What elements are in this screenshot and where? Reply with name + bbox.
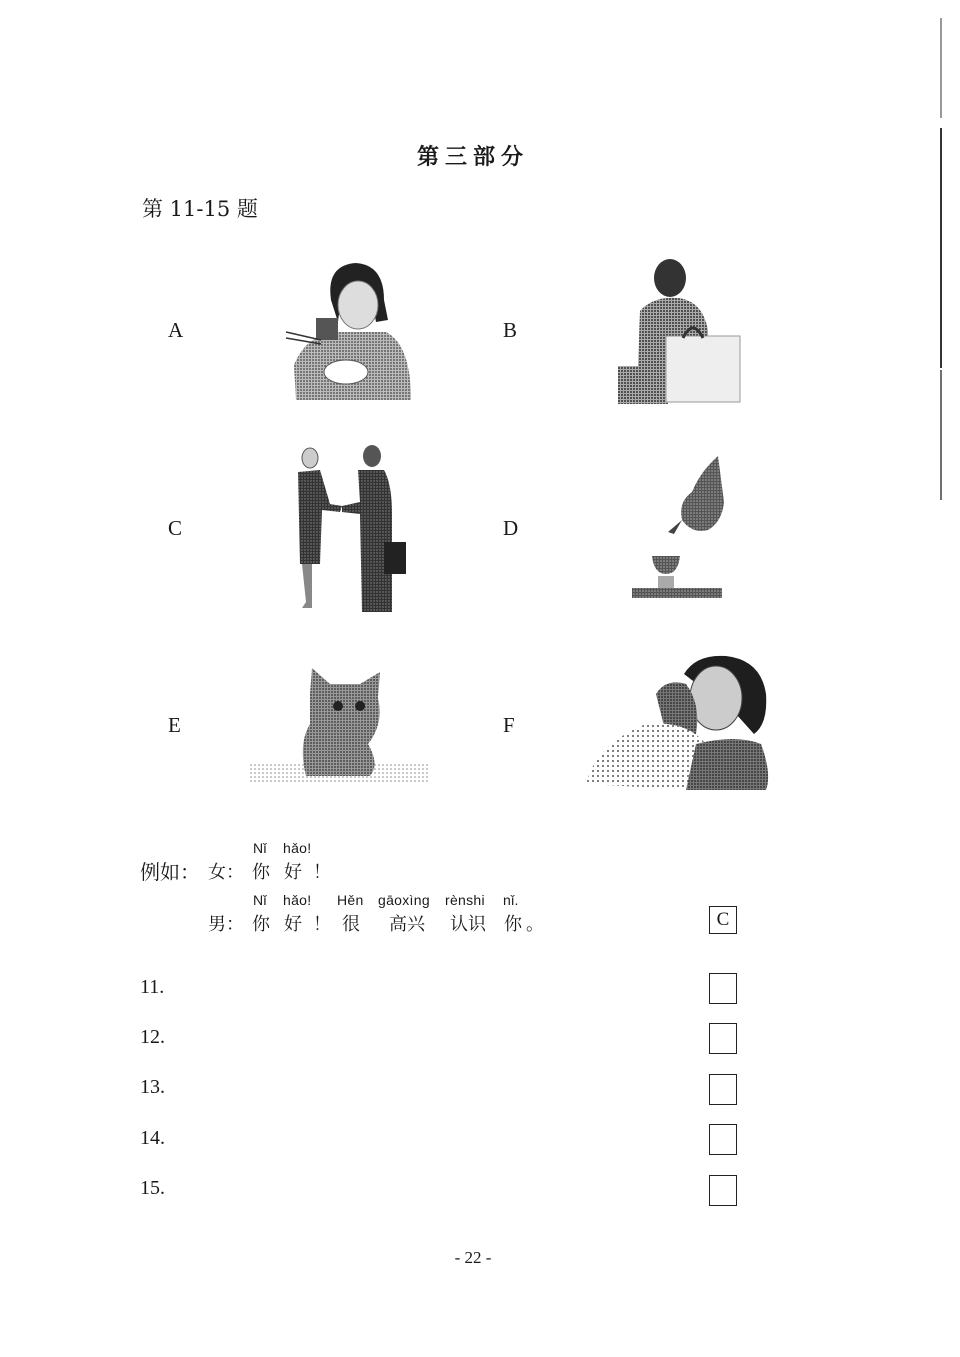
answer-box-13[interactable] bbox=[709, 1074, 737, 1105]
question-number-12: 12. bbox=[140, 1026, 165, 1048]
picture-b-woman-shopping-phone bbox=[618, 256, 742, 404]
hanzi: ！ bbox=[313, 914, 331, 935]
hanzi: 好 bbox=[284, 914, 302, 935]
hanzi: 认识 bbox=[450, 914, 486, 935]
pinyin: hǎo! bbox=[283, 840, 312, 856]
hanzi: 高兴 bbox=[389, 914, 425, 935]
question-number-11: 11. bbox=[140, 976, 165, 998]
hanzi: 。 bbox=[526, 914, 544, 935]
hanzi: 很 bbox=[342, 914, 360, 935]
option-letter-a: A bbox=[168, 318, 184, 342]
speaker-female: 女： bbox=[208, 862, 244, 883]
answer-box-12[interactable] bbox=[709, 1023, 737, 1054]
option-letter-b: B bbox=[503, 318, 518, 342]
picture-e-cat bbox=[250, 664, 430, 786]
picture-f-mother-baby bbox=[586, 654, 782, 794]
example-label: 例如： bbox=[140, 860, 200, 884]
hanzi: 你 bbox=[504, 914, 522, 935]
pinyin: Hěn bbox=[337, 892, 364, 908]
option-letter-d: D bbox=[503, 516, 519, 540]
answer-box-11[interactable] bbox=[709, 973, 737, 1004]
answer-box-15[interactable] bbox=[709, 1175, 737, 1206]
option-letter-f: F bbox=[503, 713, 515, 737]
question-number-13: 13. bbox=[140, 1076, 165, 1098]
hanzi: 你 bbox=[252, 862, 270, 883]
option-letter-c: C bbox=[168, 516, 183, 540]
speaker-male: 男： bbox=[208, 914, 244, 935]
example-answer-box: C bbox=[709, 906, 737, 934]
scan-edge-line bbox=[940, 18, 942, 118]
pinyin: Nǐ bbox=[253, 840, 267, 856]
hanzi: 好 bbox=[284, 862, 302, 883]
pinyin: nǐ. bbox=[503, 892, 519, 908]
picture-d-teapot-pouring bbox=[630, 452, 726, 600]
option-letter-e: E bbox=[168, 713, 181, 737]
picture-a-woman-eating bbox=[276, 260, 416, 400]
pinyin: rènshi bbox=[445, 892, 485, 908]
picture-c-handshake bbox=[280, 444, 410, 616]
pinyin: hǎo! bbox=[283, 892, 312, 908]
section-title: 第三部分 bbox=[416, 144, 529, 170]
hanzi: 你 bbox=[252, 914, 270, 935]
answer-box-14[interactable] bbox=[709, 1124, 737, 1155]
question-range: 第 11-15 题 bbox=[142, 197, 258, 221]
hanzi: ！ bbox=[313, 862, 331, 883]
question-number-14: 14. bbox=[140, 1127, 165, 1149]
page-number: - 22 - bbox=[454, 1248, 492, 1267]
scan-edge-line bbox=[940, 370, 942, 500]
pinyin: Nǐ bbox=[253, 892, 267, 908]
question-number-15: 15. bbox=[140, 1177, 165, 1199]
pinyin: gāoxìng bbox=[378, 892, 430, 908]
